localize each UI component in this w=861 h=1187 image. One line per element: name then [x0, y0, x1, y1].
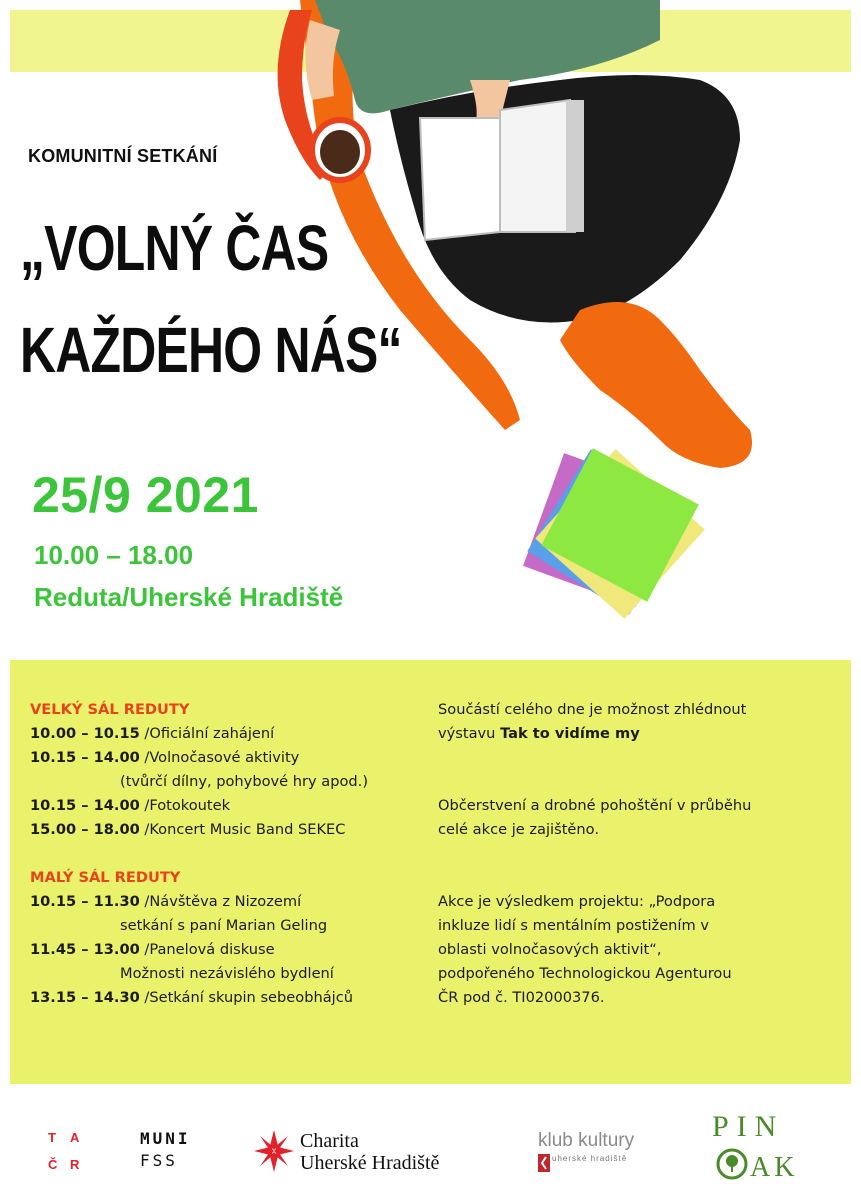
tacr-letter: Č [48, 1157, 58, 1172]
schedule-row [30, 794, 435, 818]
schedule-text: /Fotokoutek [139, 797, 231, 814]
muni-text: MUNI [140, 1129, 191, 1148]
info-line: ČR pod č. TI02000376. [438, 989, 605, 1006]
falling-papers [523, 448, 705, 618]
schedule-text: /Návštěva z Nizozemí [139, 893, 302, 910]
schedule-row [30, 890, 435, 914]
schedule-continuation: (tvůrčí dílny, pohybové hry apod.) [120, 773, 369, 790]
muni-fss-logo [140, 1128, 191, 1172]
partner-logos [0, 1100, 861, 1187]
klub-subtitle: uherské hradiště [552, 1154, 628, 1163]
headline-line-1: „VOLNÝ ČAS [20, 212, 329, 284]
sock [560, 302, 752, 468]
schedule-text: /Setkání skupin sebeobhájců [139, 989, 353, 1006]
charita-logo [252, 1128, 440, 1179]
info-line: podpořeného Technologickou Agenturou [438, 965, 732, 982]
schedule-text: /Volnočasové aktivity [139, 749, 300, 766]
schedule-time: 15.00 – 18.00 [30, 821, 140, 838]
book-left-page [420, 118, 500, 240]
schedule-time: 10.00 – 10.15 [30, 725, 140, 742]
schedule-time: 11.45 – 13.00 [30, 941, 140, 958]
klub-mark-icon [538, 1154, 550, 1172]
schedule-time: 10.15 – 14.00 [30, 797, 140, 814]
small-hall-title: MALÝ SÁL REDUTY [30, 869, 181, 886]
info-line: inkluze lidí s mentálním postižením v [438, 917, 709, 934]
event-time: 10.00 – 18.00 [34, 540, 194, 570]
book-right-page [500, 100, 575, 232]
schedule-row [30, 818, 435, 842]
schedule-time: 10.15 – 14.00 [30, 749, 140, 766]
pinoak-top-text: PIN [712, 1110, 785, 1143]
charita-name: Charita [300, 1130, 359, 1152]
spacer [30, 842, 435, 866]
klub-kultury-logo [538, 1130, 635, 1163]
info-line: celé akce je zajištěno. [438, 821, 599, 838]
spacer [438, 842, 838, 890]
info-line: Součástí celého dne je možnost zhlédnout [438, 701, 747, 718]
tacr-letter: A [70, 1130, 80, 1145]
info-line [438, 722, 838, 746]
tacr-letter: R [70, 1157, 80, 1172]
info-line: Občerstvení a drobné pohoštění v průběhu [438, 797, 752, 814]
schedule-continuation: setkání s paní Marian Geling [120, 917, 328, 934]
big-hall-title: VELKÝ SÁL REDUTY [30, 701, 190, 718]
coffee [320, 130, 360, 174]
schedule-row [30, 938, 435, 962]
book-spine [566, 100, 584, 232]
spacer [438, 746, 838, 794]
info-paragraph-refreshments [438, 794, 838, 842]
fss-text: FSS [140, 1151, 178, 1170]
event-info [438, 698, 838, 1010]
headline-line-2: KAŽDÉHO NÁS“ [20, 314, 402, 386]
schedule-continuation: Možnosti nezávislého bydlení [120, 965, 334, 982]
schedule-text: /Koncert Music Band SEKEC [139, 821, 346, 838]
tacr-logo [48, 1130, 98, 1172]
info-line: Akce je výsledkem projektu: „Podpora [438, 893, 716, 910]
tacr-letter: T [48, 1130, 56, 1145]
charita-cross-icon [252, 1128, 296, 1174]
schedule-text: /Panelová diskuse [139, 941, 275, 958]
charita-city: Uherské Hradiště [300, 1152, 440, 1174]
charita-text [300, 1130, 439, 1174]
schedule-row [30, 986, 435, 1010]
schedule-row [30, 722, 435, 746]
program-box [10, 660, 851, 1084]
event-venue: Reduta/Uherské Hradiště [34, 582, 344, 612]
schedule-row [30, 746, 435, 770]
info-paragraph-project [438, 890, 838, 1010]
event-type: KOMUNITNÍ SETKÁNÍ [28, 146, 218, 166]
pinoak-bottom-text: AK [750, 1152, 799, 1182]
event-date: 25/9 2021 [32, 467, 259, 523]
program-schedule [30, 698, 435, 1010]
exhibition-name: Tak to vidíme my [500, 725, 640, 742]
schedule-text: /Oficiální zahájení [139, 725, 275, 742]
klub-title: klub kultury [538, 1130, 635, 1151]
info-line: oblasti volnočasových aktivit“, [438, 941, 662, 958]
info-text: výstavu [438, 725, 501, 742]
schedule-time: 13.15 – 14.30 [30, 989, 140, 1006]
info-paragraph-exhibition [438, 698, 838, 746]
pin-oak-logo [704, 1106, 814, 1182]
schedule-time: 10.15 – 11.30 [30, 893, 140, 910]
